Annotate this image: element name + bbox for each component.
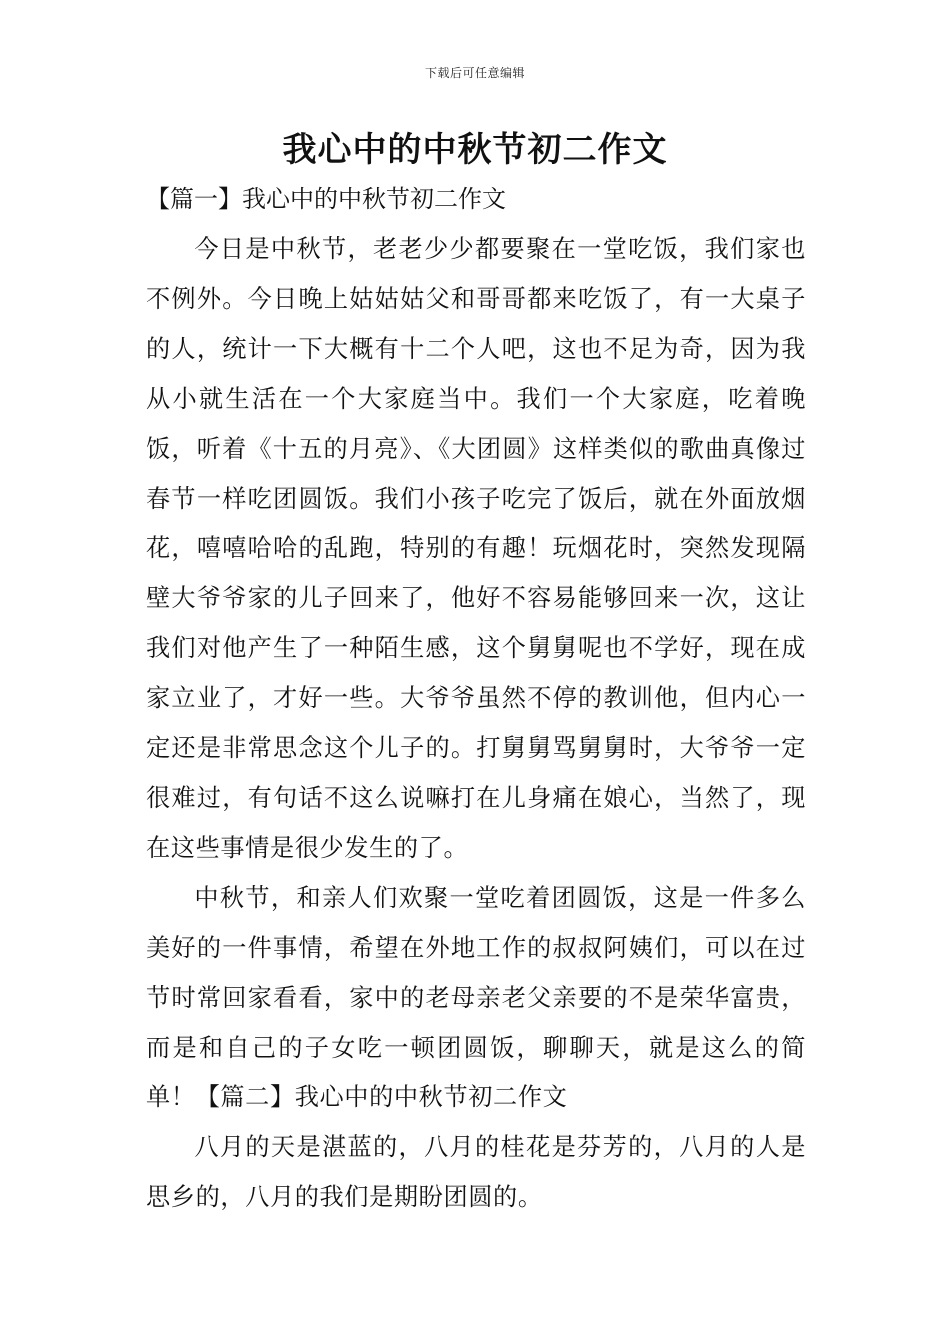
paragraph-1: 今日是中秋节，老老少少都要聚在一堂吃饭，我们家也不例外。今日晚上姑姑姑父和哥哥都来吃饭了，有一大桌子的人，统计一下大概有十二个人吧，这也不足为奇，因为我从小就生活在一个大家庭当中。我们一个大家庭，吃着晚饭，听着《十五的月亮》、《大团圆》这样类似的歌曲真像过春节一样吃团圆饭。我们小孩子吃完了饭后，就在外面放烟花，嘻嘻哈哈的乱跑，特别的有趣！玩烟花时，突然发现隔壁大爷爷家的儿子回来了，他好不容易能够回来一次，这让我们对他产生了一种陌生感，这个舅舅呢也不学好，现在成家立业了，才好一些。大爷爷虽然不停的教训他，但内心一定还是非常思念这个儿子的。打舅舅骂舅舅时，大爷爷一定很难过，有句话不这么说嘛打在儿身痛在娘心，当然了，现在这些事情是很少发生的了。 (146, 235, 806, 862)
document-title: 我心中的中秋节初二作文 (282, 130, 668, 170)
header-note: 下载后可任意编辑 (424, 66, 525, 80)
paragraph-2: 中秋节，和亲人们欢聚一堂吃着团圆饭，这是一件多么美好的一件事情，希望在外地工作的叔叔阿姨们，可以在过节时常回家看看，家中的老母亲老父亲要的不是荣华富贵，而是和自己的子女吃一顿团圆饭，聊聊天，就是这么的简单！【篇二】我心中的中秋节初二作文 (146, 883, 806, 1112)
paragraph-3: 八月的天是湛蓝的，八月的桂花是芬芳的，八月的人是思乡的，八月的我们是期盼团圆的。 (146, 1133, 806, 1212)
section-heading: 【篇一】我心中的中秋节初二作文 (146, 185, 506, 213)
document-body (146, 176, 806, 1223)
